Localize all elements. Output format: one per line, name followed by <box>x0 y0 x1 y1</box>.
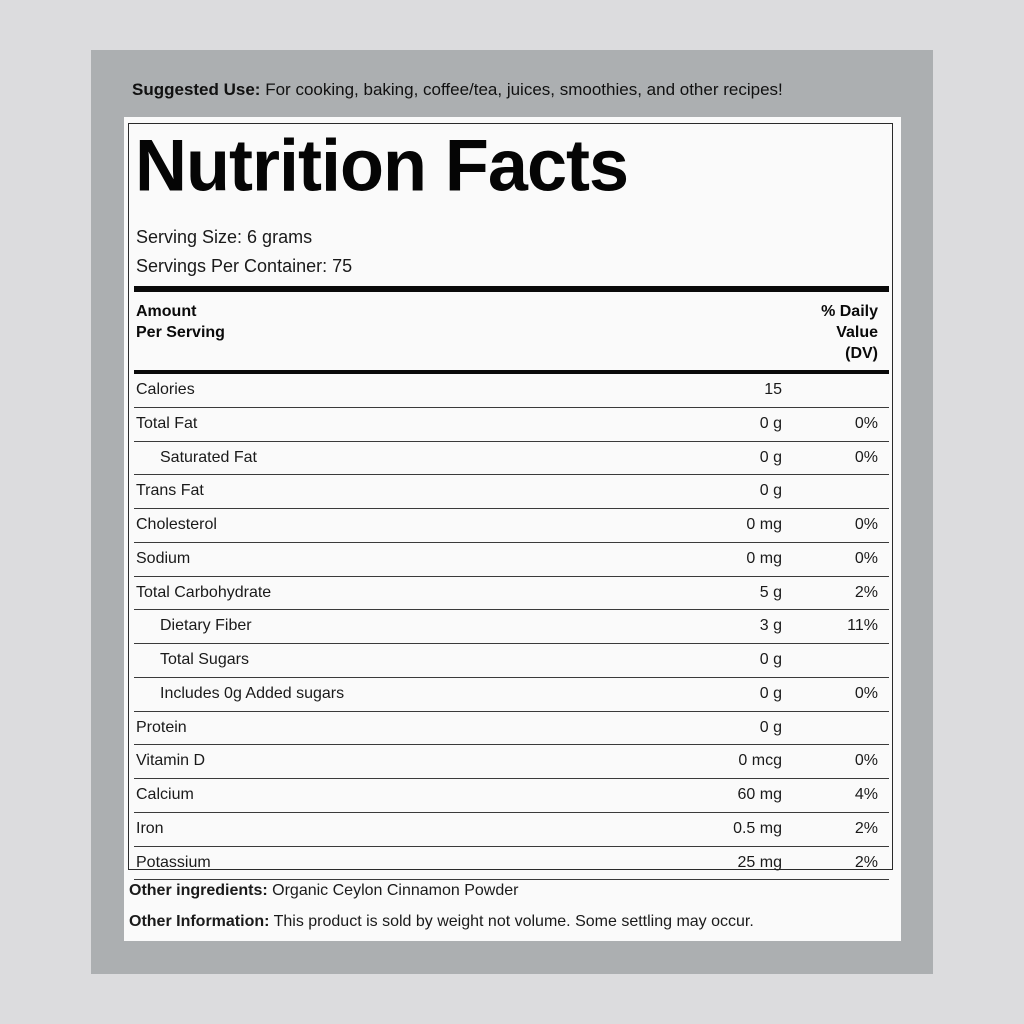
other-information <box>129 913 754 931</box>
nutrient-name: Calcium <box>136 786 194 803</box>
table-row <box>134 509 889 543</box>
other-information-text: This product is sold by weight not volume. Some settling may occur. <box>273 913 754 930</box>
nutrient-amount: 25 mg <box>737 853 782 871</box>
dv-header-line1: % Daily <box>821 303 878 320</box>
table-row <box>134 712 889 746</box>
nutrient-name: Calories <box>136 381 195 398</box>
nutrient-amount: 0 g <box>759 414 782 432</box>
nutrient-name: Includes 0g Added sugars <box>160 684 345 702</box>
nutrient-name: Total Carbohydrate <box>136 583 272 601</box>
nutrient-name: Trans Fat <box>136 482 204 500</box>
nutrient-amount: 60 mg <box>737 786 782 803</box>
table-row <box>134 577 889 611</box>
table-row <box>134 678 889 712</box>
nutrient-daily-value: 0% <box>854 516 878 533</box>
nutrient-daily-value: 0% <box>854 752 878 770</box>
suggested-use-text: For cooking, baking, coffee/tea, juices, smoothies, and other recipes! <box>265 80 783 99</box>
other-ingredients-label: Other ingredients: <box>129 882 268 899</box>
nutrient-amount: 3 g <box>759 617 782 635</box>
table-row <box>134 543 889 577</box>
nutrient-amount: 0 mg <box>746 516 782 533</box>
nutrient-daily-value: 2% <box>854 853 878 871</box>
nutrient-name: Total Fat <box>136 414 198 432</box>
table-row <box>134 442 889 476</box>
suggested-use <box>132 80 912 100</box>
nutrient-name: Potassium <box>136 853 211 871</box>
nutrient-name: Sodium <box>136 549 191 567</box>
nutrient-amount: 0 g <box>759 482 782 500</box>
table-row <box>134 610 889 644</box>
table-row <box>134 374 889 408</box>
dv-header-line3: (DV) <box>845 345 878 362</box>
nutrient-name: Total Sugars <box>160 651 249 668</box>
nutrient-daily-value: 0% <box>854 448 878 466</box>
nutrient-daily-value: 2% <box>854 819 878 837</box>
amount-header-line1: Amount <box>136 303 197 320</box>
table-row <box>134 813 889 847</box>
nutrient-name: Cholesterol <box>136 516 217 533</box>
nutrient-daily-value: 11% <box>847 617 878 635</box>
amount-header-line2: Per Serving <box>136 324 225 341</box>
nutrition-facts-title: Nutrition Facts <box>135 125 629 207</box>
table-row <box>134 779 889 813</box>
nutrient-daily-value: 2% <box>854 583 878 601</box>
table-row <box>134 745 889 779</box>
table-row <box>134 475 889 509</box>
nutrient-name: Saturated Fat <box>160 448 257 466</box>
amount-per-serving-header <box>136 301 225 343</box>
nutrient-daily-value: 4% <box>854 786 878 803</box>
nutrient-daily-value: 0% <box>854 414 878 432</box>
nutrient-name: Vitamin D <box>136 752 206 770</box>
thick-divider <box>134 286 889 292</box>
nutrient-amount: 5 g <box>759 583 782 601</box>
nutrient-table <box>134 374 889 880</box>
suggested-use-label: Suggested Use: <box>132 80 261 99</box>
table-row <box>134 408 889 442</box>
serving-size: Serving Size: 6 grams <box>136 227 313 247</box>
table-row <box>134 644 889 678</box>
nutrient-daily-value: 0% <box>854 549 878 567</box>
nutrient-amount: 0 g <box>759 718 782 736</box>
nutrient-name: Dietary Fiber <box>160 617 252 635</box>
nutrient-amount: 0 mg <box>746 549 782 567</box>
nutrient-amount: 15 <box>764 381 782 398</box>
nutrient-amount: 0 g <box>759 684 782 702</box>
nutrient-amount: 0.5 mg <box>733 819 782 837</box>
daily-value-header <box>760 301 878 364</box>
other-ingredients <box>129 882 518 900</box>
nutrient-name: Iron <box>136 819 164 837</box>
dv-header-line2: Value <box>836 324 878 341</box>
nutrient-daily-value: 0% <box>854 684 878 702</box>
nutrient-amount: 0 mcg <box>738 752 782 770</box>
nutrient-amount: 0 g <box>759 448 782 466</box>
other-information-label: Other Information: <box>129 913 270 930</box>
servings-per-container: Servings Per Container: 75 <box>136 256 353 276</box>
other-ingredients-text: Organic Ceylon Cinnamon Powder <box>272 882 519 899</box>
table-row <box>134 847 889 881</box>
nutrient-name: Protein <box>136 718 187 736</box>
nutrient-amount: 0 g <box>759 651 782 668</box>
